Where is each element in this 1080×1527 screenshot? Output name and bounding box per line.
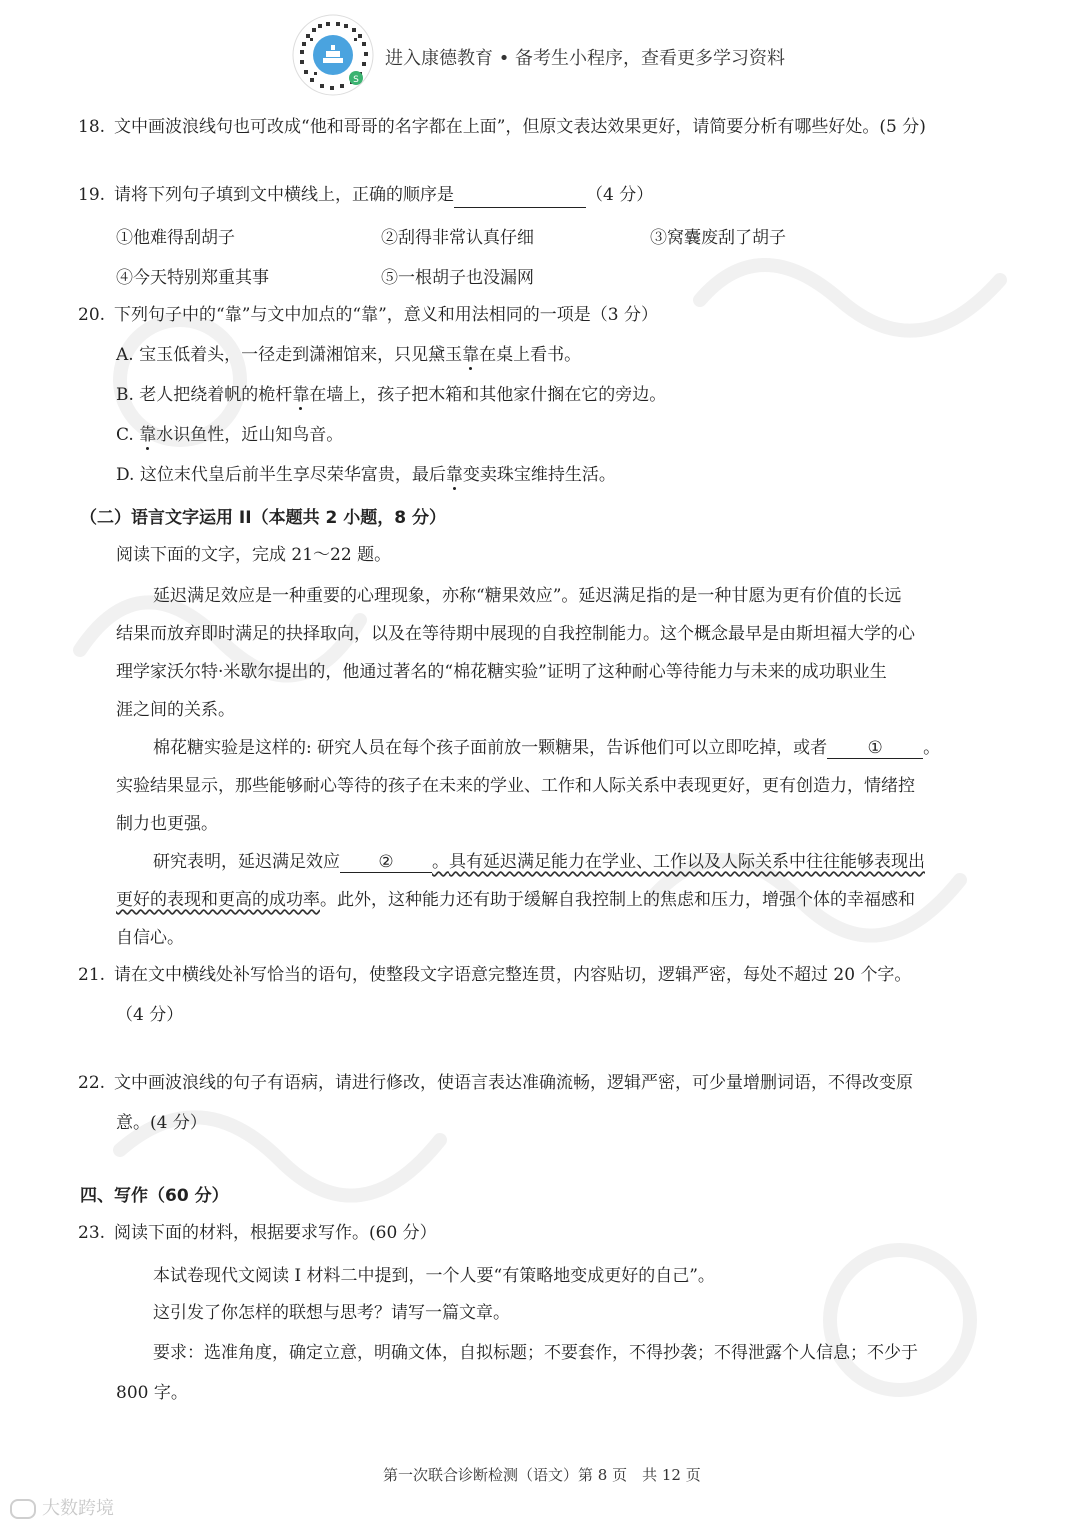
option-b [116, 383, 666, 407]
question-18-text: 文中画波浪线句也可改成“他和哥哥的名字都在上面”，但原文表达效果更好，请简要分析有哪些好处。(5 分) [114, 117, 926, 137]
answer-blank [454, 183, 586, 208]
option-a-pre: A. 宝玉低着头，一径走到潇湘馆来，只见黛玉 [116, 345, 463, 365]
option-5: ⑤一根胡子也没漏网 [381, 268, 534, 288]
dotted-char: 靠 [462, 345, 480, 365]
dotted-char: 靠 [139, 425, 157, 445]
passage-p1-line1: 延迟满足效应是一种重要的心理现象，亦称“糖果效应”。延迟满足指的是一种甘愿为更有价值的长远 [153, 586, 902, 606]
option-d [116, 463, 616, 487]
question-20-text: 下列句子中的“靠”与文中加点的“靠”，意义和用法相同的一项是（3 分） [114, 305, 658, 325]
wavy-sentence-part2: 更好的表现和更高的成功率 [116, 890, 320, 910]
wavy-sentence-mark: 。 [432, 852, 449, 872]
blank-2: ② [340, 852, 432, 873]
option-b-post: 在墙上，孩子把木箱和其他家什搁在它的旁边。 [309, 385, 667, 405]
qr-code-icon[interactable] [292, 14, 374, 96]
page-footer: 第一次联合诊断检测（语文）第 8 页 共 12 页 [383, 1466, 701, 1484]
passage-p2-text: 棉花糖实验是这样的: 研究人员在每个孩子面前放一颗糖果，告诉他们可以立即吃掉，或者 [153, 738, 828, 758]
question-18-number: 18. [78, 117, 106, 137]
question-19-number: 19. [78, 185, 106, 205]
passage-p2-line3: 制力也更强。 [116, 814, 218, 834]
passage-p3-line1 [153, 847, 925, 873]
section-4-title: 四、写作（60 分） [80, 1186, 229, 1206]
question-20-number: 20. [78, 305, 106, 325]
question-22-number: 22. [78, 1073, 106, 1093]
passage-p1-line4: 涯之间的关系。 [116, 700, 235, 720]
passage-p3-text: 研究表明，延迟满足效应 [153, 852, 340, 872]
section-2-title: （二）语言文字运用 II（本题共 2 小题，8 分） [80, 508, 446, 528]
option-3: ③窝囊废刮了胡子 [650, 228, 786, 248]
corner-watermark-text: 大数跨境 [42, 1498, 114, 1519]
dotted-char: 靠 [292, 385, 310, 405]
material-line-2: 这引发了你怎样的联想与思考？请写一篇文章。 [153, 1303, 510, 1323]
question-19-prompt: 请将下列句子填到文中横线上，正确的顺序是 [114, 185, 454, 205]
option-c-pre: C. [116, 425, 140, 445]
option-2: ②刮得非常认真仔细 [381, 228, 534, 248]
passage-p2-period: 。 [923, 738, 941, 758]
question-22-text: 文中画波浪线的句子有语病，请进行修改，使语言表达准确流畅，逻辑严密，可少量增删词语，不得改变原 [114, 1073, 913, 1093]
passage-p3-rest: 。此外，这种能力还有助于缓解自我控制上的焦虑和压力，增强个体的幸福感和 [320, 890, 915, 910]
dotted-char: 靠 [445, 465, 463, 485]
requirements-line-1: 要求：选准角度，确定立意，明确文体，自拟标题；不要套作，不得抄袭；不得泄露个人信息；不少于 [153, 1343, 918, 1363]
option-b-pre: B. 老人把绕着帆的桅杆 [116, 385, 293, 405]
option-1: ①他难得刮胡子 [116, 228, 235, 248]
section-2-intro: 阅读下面的文字，完成 21～22 题。 [116, 545, 392, 565]
wavy-sentence-part1: 具有延迟满足能力在学业、工作以及人际关系中往往能够表现出 [449, 852, 925, 872]
option-d-pre: D. 这位末代皇后前半生享尽荣华富贵，最后 [116, 465, 446, 485]
passage-p2-line2: 实验结果显示，那些能够耐心等待的孩子在未来的学业、工作和人际关系中表现更好，更有创造力，情绪控 [116, 776, 915, 796]
svg-text:S: S [353, 75, 359, 85]
blank-1: ① [827, 738, 923, 759]
question-19-text [114, 183, 653, 208]
corner-watermark-icon [10, 1499, 36, 1519]
question-19-score: （4 分） [586, 185, 654, 205]
passage-p3-line2 [116, 885, 915, 910]
passage-p1-line2: 结果而放弃即时满足的抉择取向，以及在等待期中展现的自我控制能力。这个概念最早是由斯坦福大学的心 [116, 624, 915, 644]
material-line-1: 本试卷现代文阅读 I 材料二中提到，一个人要“有策略地变成更好的自己”。 [153, 1266, 715, 1286]
question-21-number: 21. [78, 965, 106, 985]
question-23-number: 23. [78, 1223, 106, 1243]
requirements-line-2: 800 字。 [116, 1383, 188, 1403]
question-21-score: （4 分） [116, 1005, 184, 1025]
passage-p3-line3: 自信心。 [116, 928, 184, 948]
corner-watermark [10, 1494, 114, 1520]
header-banner-text[interactable]: 进入康德教育 • 备考生小程序，查看更多学习资料 [385, 48, 786, 69]
question-23-text: 阅读下面的材料，根据要求写作。(60 分） [114, 1223, 437, 1243]
option-c-post: 水识鱼性，近山知鸟音。 [156, 425, 344, 445]
question-21-text: 请在文中横线处补写恰当的语句，使整段文字语意完整连贯，内容贴切，逻辑严密，每处不超过 20 个字。 [114, 965, 912, 985]
option-d-post: 变卖珠宝维持生活。 [462, 465, 616, 485]
question-22-text-2: 意。(4 分） [116, 1113, 207, 1133]
passage-p1-line3: 理学家沃尔特·米歇尔提出的，他通过著名的“棉花糖实验”证明了这种耐心等待能力与未来的成功职业生 [116, 662, 887, 682]
option-4: ④今天特别郑重其事 [116, 268, 269, 288]
option-a [116, 343, 581, 367]
passage-p2-line1 [153, 733, 940, 759]
option-a-post: 在桌上看书。 [479, 345, 582, 365]
option-c [116, 423, 343, 447]
